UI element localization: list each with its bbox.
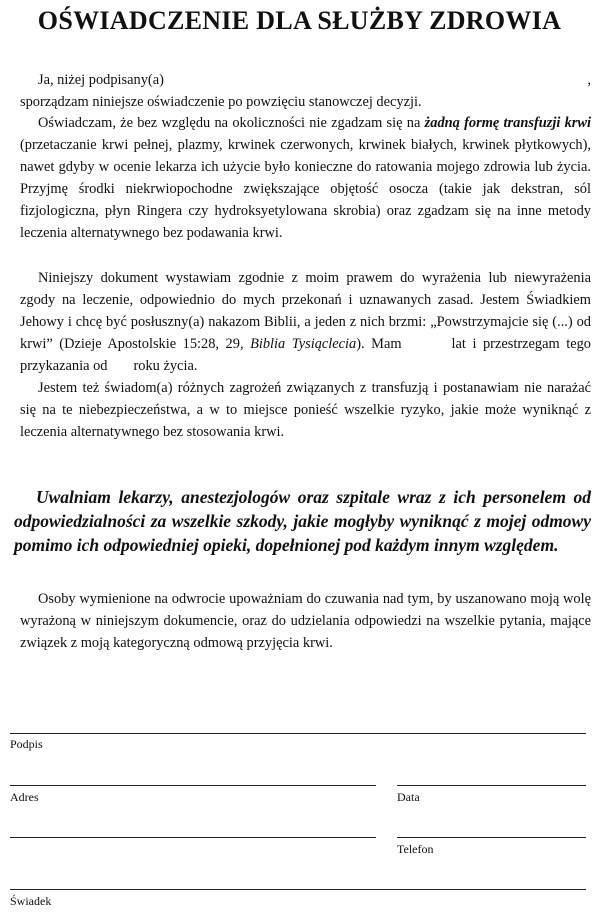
address-label: Adres [10,790,39,804]
intro-decision-text: sporządzam niniejsze oświadczenie po powzięciu stanowczej decyzji. [20,94,422,110]
witness-line[interactable] [10,889,586,890]
address-line[interactable] [10,785,376,786]
liability-release-paragraph: Uwalniam lekarzy, anestezjologów oraz szpitale wraz z ich personelem od odpowiedzialności za wszelkie szkody, jakie mogłyby wyniknąć z mojej odmowy pomimo ich odpowiedniej opieki, dopełnionej pod każdym innym względem. [14,487,591,555]
date-label: Data [397,790,420,804]
date-line[interactable] [397,785,586,786]
intro-name-lead: Ja, niżej podpisany(a) [38,72,164,88]
rights-age-text: lat i przestrzegam tego przykazania od [20,336,591,374]
rights-end: roku życia. [133,358,198,374]
signature-line[interactable] [10,733,586,734]
refusal-lead: Oświadczam, że bez względu na okoliczności nie zgadzam się na [38,115,425,131]
witness-label: Świadek [10,894,52,908]
rights-text: Niniejszy dokument wystawiam zgodnie z moim prawem do wyrażenia lub niewyrażenia zgody na leczenie, odpowiednio do mych przekonań i uznawanych zasad. Jestem Świadkiem Jehowy i chcę być posłuszny(a) nakazom Biblii, a jeden z nich brzmi: „Powstrzymajcie się (...) od krwi” (Dzieje Apostolskie 15:28, 29, [20,270,591,352]
rights-age-lead: ). Mam [356,336,402,352]
risk-paragraph: Jestem też świadom(a) różnych zagrożeń związanych z transfuzją i postanawiam nie narażać się na te niebezpieczeństwa, a w to miejsce ponieść wszelkie ryzyko, jakie może wyniknąć z leczenia alternatywnego bez stosowania krwi. [20,380,591,440]
document-title: OŚWIADCZENIE DLA SŁUŻBY ZDROWIA [37,6,562,35]
refusal-emphasis: żadną formę transfuzji krwi [424,115,591,131]
signature-label: Podpis [10,737,43,751]
refusal-paragraph [20,112,591,244]
refusal-details: (przetaczanie krwi pełnej, plazmy, krwinek czerwonych, krwinek białych, krwinek płytkowych), nawet gdyby w ocenie lekarza ich użycie było konieczne do ratowania mojego zdrowia lub życia. Przyjmę środki niekrwiopochodne zwiększające objętość osocza (takie jak dekstran, sól fizjologiczna, płyn Ringera czy hydroksyetylowana skrobia) oraz zgadzam się na inne metody leczenia alternatywnego bez podawania krwi. [20,137,591,241]
bible-reference: Biblia Tysiąclecia [250,336,357,352]
phone-line[interactable] [397,837,586,838]
intro-comma: , [587,72,591,88]
declaration-intro [20,69,591,113]
phone-label: Telefon [397,842,434,856]
address-line-2[interactable] [10,837,376,838]
rights-paragraph [20,267,591,377]
authorization-paragraph: Osoby wymienione na odwrocie upoważniam do czuwania nad tym, by uszanowano moją wolę wyrażoną w niniejszym dokumencie, oraz do udzielania odpowiedzi na wszelkie pytania, mające związek z moją kategoryczną odmową przyjęcia krwi. [20,591,591,651]
